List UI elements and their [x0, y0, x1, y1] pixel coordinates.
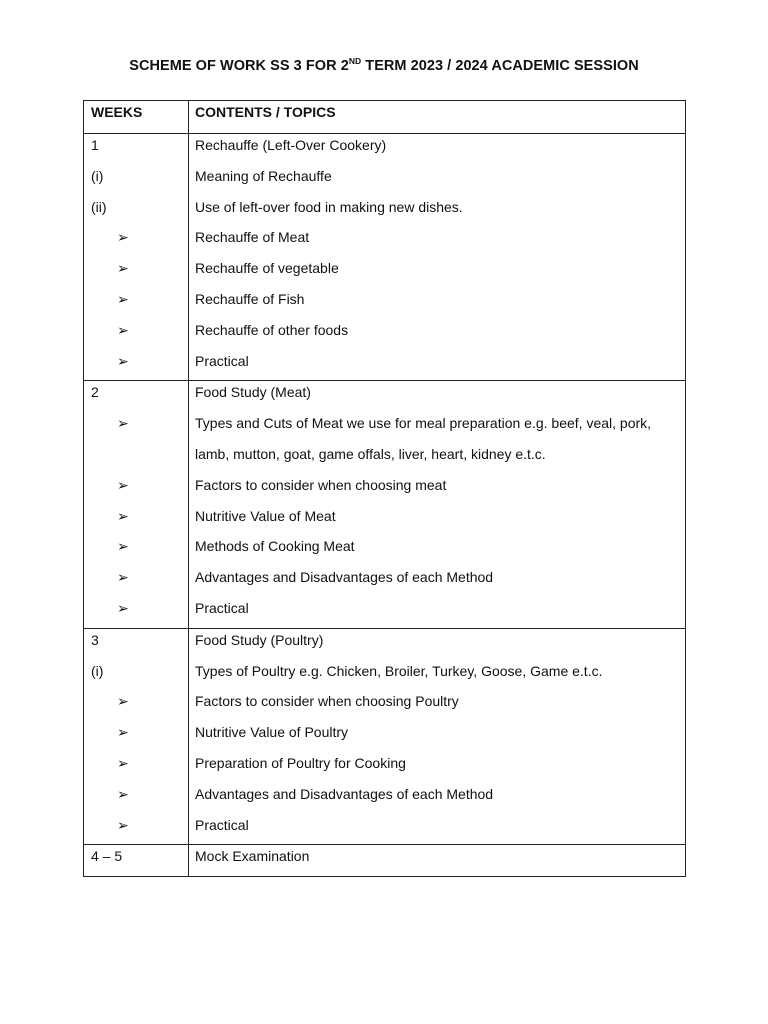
weeks-line — [84, 814, 188, 845]
weeks-line — [84, 752, 188, 783]
topic-text: Preparation of Poultry for Cooking — [195, 754, 406, 771]
arrow-bullet-icon: ➢ — [117, 569, 129, 586]
topic-text: Types and Cuts of Meat we use for meal preparation e.g. beef, veal, pork, — [195, 415, 652, 432]
arrow-bullet-icon: ➢ — [117, 538, 129, 555]
weeks-line — [84, 783, 188, 814]
topic-text: Advantages and Disadvantages of each Method — [195, 785, 494, 802]
title-suffix: TERM 2023 / 2024 ACADEMIC SESSION — [361, 58, 639, 74]
arrow-bullet-icon: ➢ — [117, 352, 129, 369]
topic-text: Practical — [195, 352, 249, 369]
weeks-cell — [84, 134, 189, 381]
weeks-line — [84, 226, 188, 257]
topics-cell — [189, 628, 686, 845]
weeks-label: 2 — [91, 384, 99, 401]
topic-text: Meaning of Rechauffe — [195, 167, 332, 184]
arrow-bullet-icon: ➢ — [117, 229, 129, 246]
topic-text: Nutritive Value of Meat — [195, 507, 336, 524]
arrow-bullet-icon: ➢ — [117, 754, 129, 771]
arrow-bullet-icon: ➢ — [117, 693, 129, 710]
weeks-label — [84, 443, 188, 474]
topic-text: Types of Poultry e.g. Chicken, Broiler, Turkey, Goose, Game e.t.c. — [195, 662, 603, 679]
arrow-bullet-icon: ➢ — [117, 785, 129, 802]
topic-text: Rechauffe of other foods — [195, 321, 349, 338]
topics-cell — [189, 134, 686, 381]
topic-text: Factors to consider when choosing meat — [195, 476, 447, 493]
topics-cell — [189, 845, 686, 877]
arrow-bullet-icon: ➢ — [117, 599, 129, 616]
arrow-bullet-icon: ➢ — [117, 415, 129, 432]
table-row — [84, 381, 686, 628]
topic-text: Mock Examination — [195, 848, 310, 865]
weeks-line — [84, 535, 188, 566]
weeks-label: (ii) — [91, 198, 107, 215]
table-row — [84, 134, 686, 381]
arrow-bullet-icon: ➢ — [117, 507, 129, 524]
topic-text: Rechauffe (Left-Over Cookery) — [195, 137, 387, 153]
table-row — [84, 628, 686, 845]
weeks-label: (i) — [91, 167, 104, 184]
weeks-line — [84, 566, 188, 597]
arrow-bullet-icon: ➢ — [117, 321, 129, 338]
title-prefix: SCHEME OF WORK SS 3 FOR 2 — [129, 58, 349, 74]
topic-text: Food Study (Poultry) — [195, 631, 324, 648]
topic-text: Rechauffe of Meat — [195, 229, 310, 246]
topic-text: Factors to consider when choosing Poultry — [195, 693, 459, 710]
topic-text: Practical — [195, 816, 249, 833]
topic-text: Rechauffe of Fish — [195, 290, 305, 307]
topic-text: Practical — [195, 599, 249, 616]
topic-text: Use of left-over food in making new dishes. — [195, 198, 463, 215]
weeks-cell — [84, 381, 189, 628]
topic-text: Methods of Cooking Meat — [195, 538, 355, 555]
weeks-line — [84, 350, 188, 381]
arrow-bullet-icon: ➢ — [117, 260, 129, 277]
weeks-cell — [84, 845, 189, 877]
weeks-label: 3 — [91, 631, 99, 648]
topics-cell — [189, 381, 686, 628]
weeks-line — [84, 319, 188, 350]
weeks-line — [84, 690, 188, 721]
topic-text: lamb, mutton, goat, game offals, liver, heart, kidney e.t.c. — [195, 445, 546, 462]
table-body — [84, 134, 686, 877]
topic-text: Food Study (Meat) — [195, 384, 311, 401]
arrow-bullet-icon: ➢ — [117, 724, 129, 741]
weeks-line — [84, 721, 188, 752]
topic-text: Nutritive Value of Poultry — [195, 724, 349, 741]
weeks-line — [84, 412, 188, 443]
header-weeks: WEEKS — [84, 101, 189, 134]
weeks-label: (i) — [91, 662, 104, 679]
title-superscript: ND — [348, 56, 362, 66]
weeks-line — [84, 597, 188, 628]
table-header-row — [84, 101, 686, 134]
scheme-table — [83, 100, 686, 877]
arrow-bullet-icon: ➢ — [117, 476, 129, 493]
header-topics: CONTENTS / TOPICS — [189, 101, 686, 134]
weeks-line — [84, 288, 188, 319]
weeks-line — [84, 257, 188, 288]
weeks-label: 1 — [91, 137, 99, 153]
weeks-label: 4 – 5 — [91, 848, 123, 865]
arrow-bullet-icon: ➢ — [117, 816, 129, 833]
table-row — [84, 845, 686, 877]
weeks-line — [84, 474, 188, 505]
weeks-line — [84, 505, 188, 536]
arrow-bullet-icon: ➢ — [117, 290, 129, 307]
document-title — [0, 58, 768, 74]
weeks-cell — [84, 628, 189, 845]
topic-text: Rechauffe of vegetable — [195, 260, 339, 277]
topic-text: Advantages and Disadvantages of each Method — [195, 569, 494, 586]
